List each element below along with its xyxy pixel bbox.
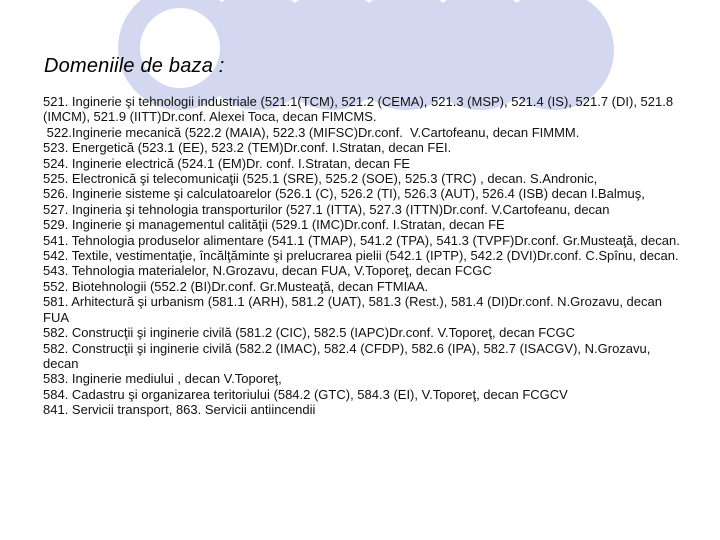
list-item: 525. Electronică şi telecomunicaţii (525.1 (SRE), 525.2 (SOE), 525.3 (TRC) , decan. S.Andronic, [43, 171, 598, 187]
list-item: 542. Textile, vestimentaţie, încălţăminte şi prelucrarea pielii (542.1 (IPTP), 542.2 (DVI)Dr.conf. C.Spînu, decan. [43, 248, 679, 264]
list-item: 527. Ingineria şi tehnologia transporturilor (527.1 (ITTA), 527.3 (ITTN)Dr.conf. V.Cartofeanu, decan [43, 201, 610, 217]
list-item: 529. Inginerie şi managementul calităţii (529.1 (IMC)Dr.conf. I.Stratan, decan FE [43, 217, 505, 233]
list-item: 523. Energetică (523.1 (EE), 523.2 (TEM)Dr.conf. I.Stratan, decan FEI. [43, 140, 452, 156]
list-item: 522.Inginerie mecanică (522.2 (MAIA), 522.3 (MIFSC)Dr.conf. V.Cartofeanu, decan FIMMM. [43, 124, 580, 140]
list-item: 582. Construcţii şi inginerie civilă (582.2 (IMAC), 582.4 (CFDP), 582.6 (IPA), 582.7 (ISACGV), N.Grozavu, decan [43, 340, 651, 371]
list-item: 581. Arhitectură şi urbanism (581.1 (ARH), 581.2 (UAT), 581.3 (Rest.), 581.4 (DI)Dr.conf. N.Grozavu, decan FUA [43, 294, 662, 325]
list-item: 543. Tehnologia materialelor, N.Grozavu, decan FUA, V.Toporeţ, decan FCGC [43, 263, 492, 279]
list-item: 521. Inginerie şi tehnologii industriale (521.1(TCM), 521.2 (CEMA), 521.3 (MSP), 521.4 (IS), 521.7 (DI), 521.8 (IMCM), 521.9 (IITT)Dr.conf. Alexei Toca, decan FIMCMS. [43, 94, 674, 125]
list-item: 524. Inginerie electrică (524.1 (EM)Dr. conf. I.Stratan, decan FE [43, 155, 411, 171]
list-item: 552. Biotehnologii (552.2 (BI)Dr.conf. Gr.Musteaţă, decan FTMIAA. [43, 278, 429, 294]
list-item: 526. Inginerie sisteme şi calculatoarelor (526.1 (C), 526.2 (TI), 526.3 (AUT), 526.4 (ISB) decan I.Balmuş, [43, 186, 645, 202]
slide-title: Domeniile de baza : [44, 55, 225, 77]
list-item: 584. Cadastru şi organizarea teritoriului (584.2 (GTC), 584.3 (EI), V.Toporeţ, decan FCGCV [43, 386, 568, 402]
domain-list [43, 94, 683, 418]
list-item: 541. Tehnologia produselor alimentare (541.1 (TMAP), 541.2 (TPA), 541.3 (TVPF)Dr.conf. Gr.Musteaţă, decan. [43, 232, 680, 248]
list-item: 583. Inginerie mediului , decan V.Toporeţ, [43, 371, 282, 387]
list-item: 582. Construcţii şi inginerie civilă (581.2 (CIC), 582.5 (IAPC)Dr.conf. V.Toporeţ, decan FCGC [43, 325, 576, 341]
list-item: 841. Servicii transport, 863. Servicii antiincendii [43, 402, 316, 418]
